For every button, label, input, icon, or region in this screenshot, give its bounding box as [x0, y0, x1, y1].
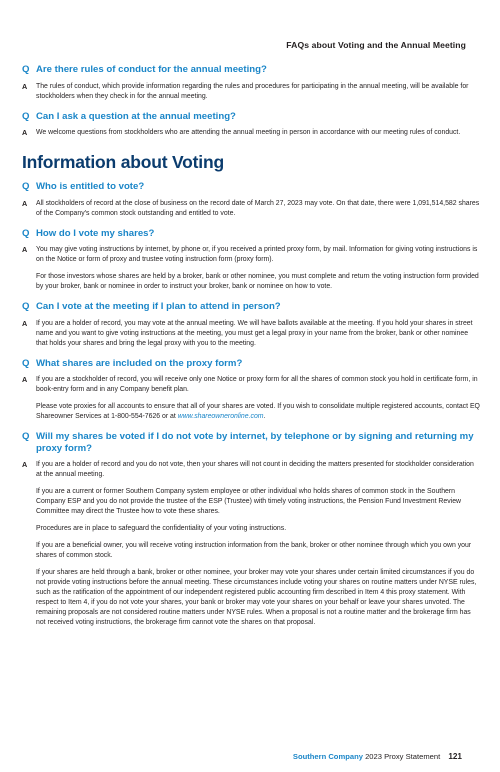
answer-mark: A [22, 128, 28, 137]
qa-item [22, 431, 480, 628]
answer-body [36, 82, 480, 102]
answer-mark: A [22, 81, 28, 91]
answer-body [36, 199, 480, 219]
question [22, 64, 480, 76]
qa-item [22, 228, 480, 293]
answer-paragraph: If you are a stockholder of record, you will receive only one Notice or proxy form for all the shares of common stock you hold in certificate form, in book-entry form and in any Company benefit plan. [36, 376, 478, 393]
question-mark: Q [22, 431, 30, 442]
answer-text-end: . [263, 413, 266, 420]
question-text: What shares are included on the proxy form? [36, 357, 243, 369]
footer-brand: Southern Company [292, 752, 363, 761]
question [22, 301, 480, 313]
answer-paragraph: For those investors whose shares are held by a broker, bank or other nominee, you must complete and return the voting instruction form provided by your broker, bank or nominee in order to instruct your broker, bank or nominee on how to vote. [36, 273, 479, 290]
answer-paragraph: We welcome questions from stockholders who are attending the annual meeting in person in accordance with our meeting rules of conduct. [36, 129, 461, 136]
question [22, 181, 480, 193]
question-mark: Q [22, 301, 30, 312]
qa-item [22, 64, 480, 102]
answer-paragraph: If your shares are held through a bank, broker or other nominee, your broker may vote your shares under certain limited circumstances if you do not provide voting instructions before the annual meeting. These circumstances include voting your shares on routine matters under NYSE rules, such as the ratification of the appointment of our independent registered public accounting firm described in Item 4 this proxy statement. With respect to Item 4, if you do not vote your shares, your bank or broker may vote your shares on your behalf or leave your shares unvoted. The remaining proposals are not considered routine matters under NYSE rules. When a proposal is not a routine matter and the brokerage firm has not received voting instructions, the brokerage firm cannot vote the shares on that proposal. [36, 569, 477, 626]
answer [22, 245, 480, 292]
answer-paragraph: All stockholders of record at the close of business on the record date of March 27, 2023 may vote. On that date, there were 1,091,514,582 shares of the Company's common stock outstanding and entitled to vote. [36, 199, 480, 217]
question [22, 431, 480, 454]
question-mark: Q [22, 181, 30, 192]
answer-paragraph: If you are a beneficial owner, you will receive voting instruction information from the bank, broker or other nominee through which you own your shares of common stock. [36, 542, 472, 559]
qa-item-proxy-shares [22, 358, 480, 423]
answer [22, 319, 480, 349]
question-text: Will my shares be voted if I do not vote by internet, by telephone or by signing and returning my proxy form? [36, 431, 474, 454]
question-text: Who is entitled to vote? [36, 181, 145, 192]
page-content [22, 64, 480, 637]
answer-body [36, 375, 480, 422]
section-title: Information about Voting [22, 152, 224, 172]
qa-group-voting [22, 181, 480, 349]
answer [22, 375, 480, 422]
answer-text: Please vote proxies for all accounts to ensure that all of your shares are voted. If you wish to consolidate multiple registered accounts, contact EQ Shareowner Services at 1-800-554-7626 or at [36, 403, 480, 420]
question-mark: Q [22, 357, 30, 369]
question-text: How do I vote my shares? [36, 227, 155, 239]
question-mark: Q [22, 64, 30, 75]
question [22, 358, 480, 370]
answer-mark: A [22, 375, 28, 384]
answer [22, 128, 480, 138]
qa-group-meeting [22, 64, 480, 138]
answer-mark: A [22, 245, 28, 254]
answer-mark: A [22, 198, 28, 208]
qa-group-unvoted [22, 431, 480, 628]
answer-paragraph: You may give voting instructions by internet, by phone or, if you received a printed proxy form, by mail. Information for giving voting instructions is on the Notice or form of proxy and trustee voting instruction form (proxy form). [36, 246, 478, 263]
question-text: Can I ask a question at the annual meeting? [36, 110, 236, 122]
page-header: FAQs about Voting and the Annual Meeting [286, 40, 466, 50]
question-text: Are there rules of conduct for the annual meeting? [36, 64, 267, 75]
qa-item [22, 301, 480, 349]
page-number: 121 [448, 752, 462, 761]
qa-item [22, 111, 480, 139]
question [22, 111, 480, 123]
answer-mark: A [22, 318, 28, 328]
answer-paragraph: If you are a holder of record and you do not vote, then your shares will not count in deciding the matters presented for stockholder consideration at the annual meeting. [36, 461, 474, 478]
answer [22, 460, 480, 628]
answer-mark: A [22, 460, 28, 469]
question-mark: Q [22, 227, 30, 239]
question [22, 228, 480, 240]
answer-paragraph: If you are a holder of record, you may vote at the annual meeting. We will have ballots available at the meeting. If you hold your shares in street name and you want to give voting instructions at the meeting, you must get a legal proxy in your name from the broker, bank or other nominee that holds your shares and bring the legal proxy with you to the meeting. [36, 319, 473, 347]
qa-item [22, 181, 480, 219]
answer-paragraph: If you are a current or former Southern Company system employee or other individual who holds shares of common stock in the Southern Company ESP and you do not provide the trustee of the ESP (Trustee) with timely voting instructions, the Pension Fund Investment Review Committee may direct the Trustee how to vote these shares. [36, 488, 462, 515]
answer-paragraph [36, 402, 480, 422]
answer-body [36, 245, 480, 292]
page-footer [293, 752, 462, 761]
answer-body [36, 319, 480, 349]
answer-body [36, 128, 480, 138]
question-text: Can I vote at the meeting if I plan to attend in person? [36, 301, 281, 312]
answer [22, 199, 480, 219]
answer [22, 82, 480, 102]
answer-paragraph: Procedures are in place to safeguard the confidentiality of your voting instructions. [36, 525, 287, 532]
answer-paragraph: The rules of conduct, which provide information regarding the rules and procedures for participating in the annual meeting, will be available for stockholders when they check in for the annual meeting. [36, 82, 469, 100]
footer-doc-title: 2023 Proxy Statement [365, 752, 441, 761]
shareowner-online-link[interactable]: www.shareowneronline.com [177, 413, 264, 420]
question-mark: Q [22, 110, 30, 122]
answer-body [36, 460, 480, 628]
